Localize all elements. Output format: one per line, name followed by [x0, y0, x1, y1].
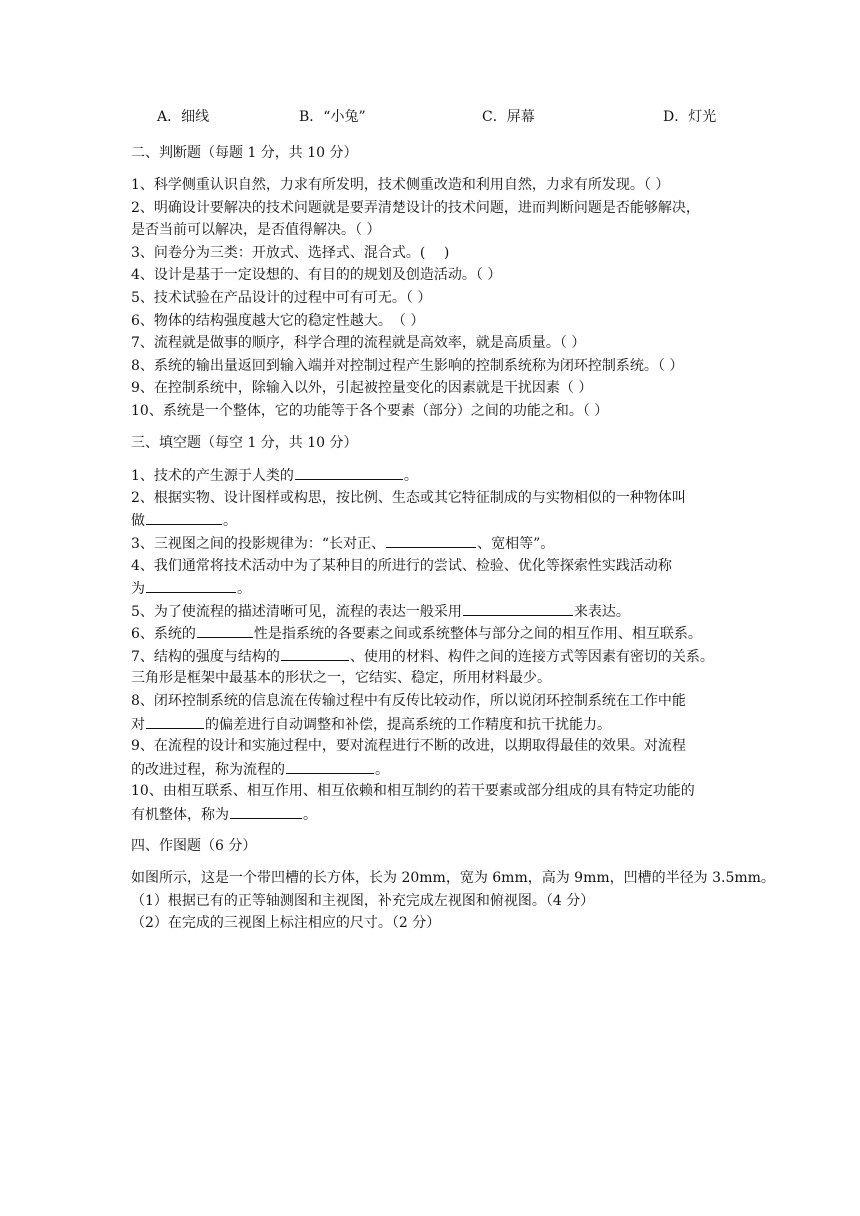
section2-item: 5、技术试验在产品设计的过程中可有可无。（ ）	[131, 290, 432, 306]
answer-blank[interactable]	[463, 601, 573, 616]
fill-question-7: 7、结构的强度与结构的 、使用的材料、构件之间的连接方式等因素有密切的关系。	[131, 646, 714, 667]
section2-item: 2、明确设计要解决的技术问题就是要弄清楚设计的技术问题，进而判断问题是否能够解决，	[131, 200, 700, 216]
answer-blank[interactable]	[146, 510, 222, 525]
fill-question-10-cont: 有机整体，称为 。	[131, 804, 317, 825]
section2-item: 是否当前可以解决，是否值得解决。（ ）	[131, 222, 381, 238]
fill-question-4: 4、我们通常将技术活动中为了某种目的所进行的尝试、检验、优化等探索性实践活动称	[131, 558, 672, 574]
fill-question-5: 5、为了使流程的描述清晰可见，流程的表达一般采用 来表达。	[131, 601, 630, 622]
fill-question-9-cont: 的改进过程，称为流程的 。	[131, 759, 389, 780]
section4-task-1: （1）根据已有的正等轴测图和主视图，补充完成左视图和俯视图。（4 分）	[131, 893, 595, 909]
answer-blank[interactable]	[197, 623, 253, 638]
fill-question-2-cont: 做 。	[131, 510, 237, 531]
section2-item: 9、在控制系统中，除输入以外，引起被控量变化的因素就是干扰因素（ ）	[131, 380, 593, 396]
section2-title: 二、判断题（每题 1 分，共 10 分）	[131, 145, 358, 161]
section2-item: 7、流程就是做事的顺序，科学合理的流程就是高效率，就是高质量。（ ）	[131, 335, 586, 351]
option-d: D．灯光	[663, 109, 717, 125]
section2-item: 3、问卷分为三类：开放式、选择式、混合式。( )	[131, 245, 450, 261]
section2-item: 8、系统的输出量返回到输入端并对控制过程产生影响的控制系统称为闭环控制系统。（ ）	[131, 358, 684, 374]
section4-task-2: （2）在完成的三视图上标注相应的尺寸。（2 分）	[131, 915, 441, 931]
fill-question-7-cont: 三角形是框架中最基本的形状之一，它结实、稳定，所用材料最少。	[131, 670, 551, 686]
answer-blank[interactable]	[230, 804, 302, 819]
option-a: A．细线	[157, 109, 210, 125]
fill-question-9: 9、在流程的设计和实施过程中，要对流程进行不断的改进，以期取得最佳的效果。对流程	[131, 738, 686, 754]
option-b: B．“小兔”	[299, 109, 366, 125]
section2-item: 1、科学侧重认识自然，力求有所发明，技术侧重改造和利用自然，力求有所发现。（ ）	[131, 177, 670, 193]
section4-description: 如图所示，这是一个带凹槽的长方体，长为 20mm，宽为 6mm，高为 9mm，凹槽的半径为 3.5mm。	[131, 870, 775, 886]
section4-title: 四、作图题（6 分）	[131, 838, 257, 854]
fill-question-2: 2、根据实物、设计图样或构思，按比例、生态或其它特征制成的与实物相似的一种物体叫	[131, 490, 686, 506]
answer-blank[interactable]	[286, 759, 374, 774]
fill-question-3: 3、三视图之间的投影规律为：“长对正、 、宽相等”。	[131, 533, 554, 554]
fill-question-8-cont: 对 的偏差进行自动调整和补偿，提高系统的工作精度和抗干扰能力。	[131, 714, 611, 735]
answer-blank[interactable]	[281, 646, 349, 661]
fill-question-4-cont: 为 。	[131, 578, 251, 599]
answer-blank[interactable]	[146, 578, 236, 593]
answer-blank[interactable]	[386, 533, 476, 548]
section3-title: 三、填空题（每空 1 分，共 10 分）	[131, 435, 358, 451]
fill-question-10: 10、由相互联系、相互作用、相互依赖和相互制约的若干要素或部分组成的具有特定功能的	[131, 783, 695, 799]
answer-blank[interactable]	[146, 714, 204, 729]
section2-item: 10、系统是一个整体，它的功能等于各个要素（部分）之间的功能之和。（ ）	[131, 403, 609, 419]
fill-question-1: 1、技术的产生源于人类的 。	[131, 465, 418, 486]
fill-question-8: 8、闭环控制系统的信息流在传输过程中有反传比较动作，所以说闭环控制系统在工作中能	[131, 693, 686, 709]
fill-question-6: 6、系统的 性是指系统的各要素之间或系统整体与部分之间的相互作用、相互联系。	[131, 623, 702, 644]
option-c: C．屏幕	[482, 109, 535, 125]
section2-item: 6、物体的结构强度越大它的稳定性越大。 （ ）	[131, 313, 425, 329]
answer-blank[interactable]	[295, 465, 403, 480]
section2-item: 4、设计是基于一定设想的、有目的的规划及创造活动。（ ）	[131, 267, 502, 283]
